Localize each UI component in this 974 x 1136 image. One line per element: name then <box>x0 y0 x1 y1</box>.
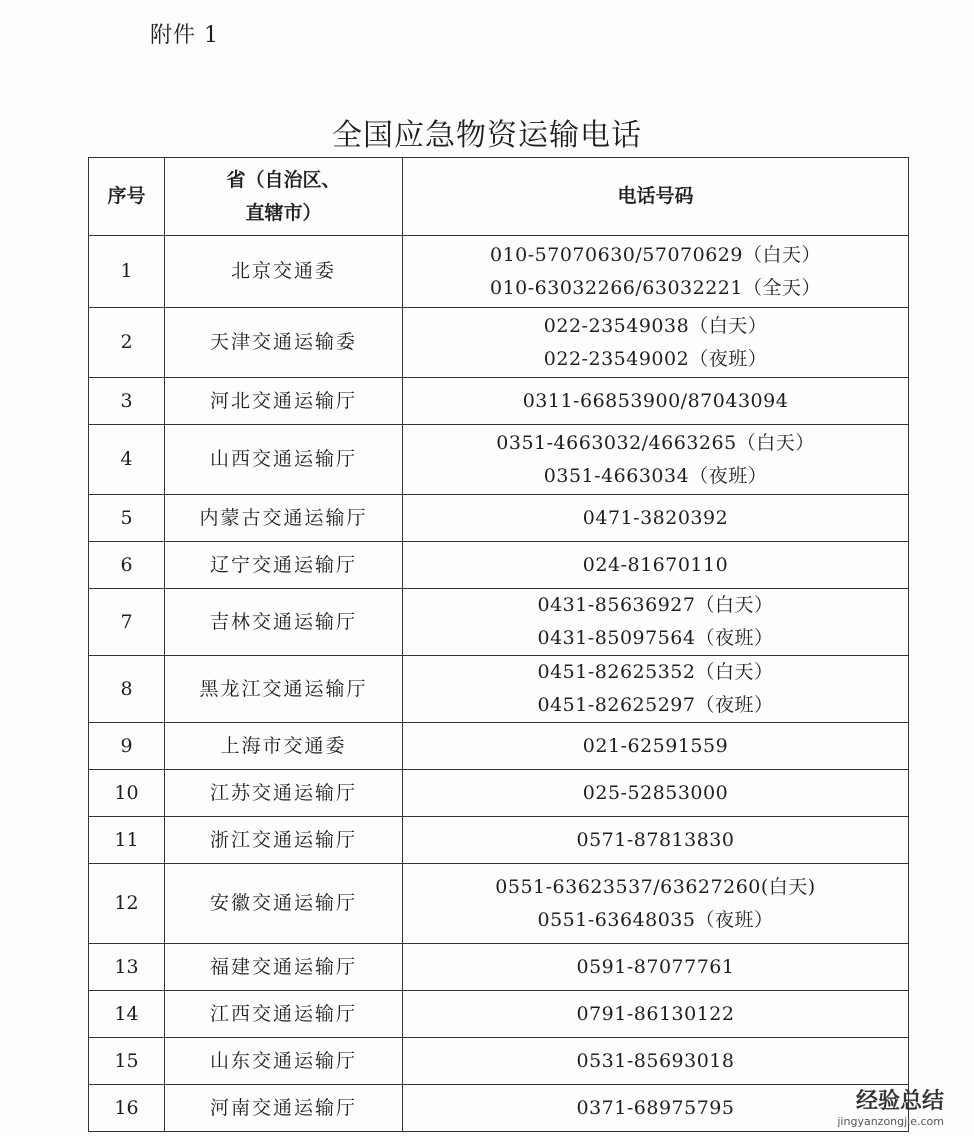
phone-number: 0451-82625352（白天） <box>537 661 774 683</box>
row-phones <box>403 308 909 378</box>
row-phones <box>403 542 909 589</box>
row-phones <box>403 944 909 991</box>
row-department: 辽宁交通运输厅 <box>165 542 403 589</box>
table-body <box>89 236 909 1132</box>
row-department: 江西交通运输厅 <box>165 991 403 1038</box>
header-province-line1: 省（自治区、 <box>226 168 341 191</box>
watermark-main: 经验总结 <box>855 1089 944 1114</box>
row-number: 2 <box>89 308 165 378</box>
row-number: 5 <box>89 495 165 542</box>
row-phones <box>403 378 909 425</box>
document-title: 全国应急物资运输电话 <box>332 118 642 153</box>
row-phones <box>403 236 909 308</box>
phone-number: 010-63032266/63032221（全天） <box>489 276 821 299</box>
row-number: 3 <box>89 378 165 425</box>
emergency-phone-table <box>88 157 909 1132</box>
table-row <box>89 1085 909 1132</box>
phone-number: 0451-82625297（夜班） <box>537 694 774 716</box>
phone-number: 0551-63648035（夜班） <box>537 908 774 931</box>
row-number: 12 <box>89 864 165 944</box>
row-phones <box>403 864 909 944</box>
table-row <box>89 723 909 770</box>
phone-number: 0471-3820392 <box>582 506 729 529</box>
table-row <box>89 944 909 991</box>
table-row <box>89 589 909 656</box>
row-phones <box>403 656 909 723</box>
phone-number: 0791-86130122 <box>576 1002 735 1025</box>
row-phones <box>403 1038 909 1085</box>
watermark <box>837 1084 944 1128</box>
header-province-line2: 直辖市） <box>245 201 322 224</box>
row-department: 江苏交通运输厅 <box>165 770 403 817</box>
phone-number: 022-23549002（夜班） <box>543 347 768 370</box>
phone-number: 0591-87077761 <box>576 955 735 978</box>
row-number: 6 <box>89 542 165 589</box>
phone-number: 0351-4663032/4663265（白天） <box>496 431 815 454</box>
row-department: 山西交通运输厅 <box>165 425 403 495</box>
row-number: 16 <box>89 1085 165 1132</box>
attachment-label: 附件 1 <box>150 23 219 48</box>
table-row <box>89 378 909 425</box>
row-department: 山东交通运输厅 <box>165 1038 403 1085</box>
phone-number: 0431-85636927（白天） <box>537 594 774 616</box>
watermark-sub: jingyanzongjie.com <box>837 1115 944 1128</box>
row-phones <box>403 589 909 656</box>
row-department: 安徽交通运输厅 <box>165 864 403 944</box>
row-department: 北京交通委 <box>165 236 403 308</box>
phone-number: 0571-87813830 <box>576 828 735 851</box>
row-phones <box>403 495 909 542</box>
row-department: 内蒙古交通运输厅 <box>165 495 403 542</box>
row-department: 天津交通运输委 <box>165 308 403 378</box>
row-department: 吉林交通运输厅 <box>165 589 403 656</box>
row-number: 7 <box>89 589 165 656</box>
row-number: 13 <box>89 944 165 991</box>
row-number: 11 <box>89 817 165 864</box>
phone-number: 0531-85693018 <box>576 1049 735 1072</box>
table-row <box>89 236 909 308</box>
row-department: 黑龙江交通运输厅 <box>165 656 403 723</box>
phone-number: 0311-66853900/87043094 <box>522 389 789 412</box>
phone-number: 0551-63623537/63627260(白天) <box>495 875 816 898</box>
row-phones <box>403 1085 909 1132</box>
row-number: 14 <box>89 991 165 1038</box>
table-row <box>89 864 909 944</box>
table-row <box>89 308 909 378</box>
phone-number: 0431-85097564（夜班） <box>537 627 774 649</box>
row-phones <box>403 770 909 817</box>
row-number: 10 <box>89 770 165 817</box>
phone-number: 025-52853000 <box>582 781 729 804</box>
table-row <box>89 542 909 589</box>
phone-number: 010-57070630/57070629（白天） <box>489 243 821 266</box>
row-number: 9 <box>89 723 165 770</box>
row-number: 15 <box>89 1038 165 1085</box>
table-row <box>89 1038 909 1085</box>
phone-number: 0351-4663034（夜班） <box>543 464 768 487</box>
row-department: 上海市交通委 <box>165 723 403 770</box>
row-department: 河南交通运输厅 <box>165 1085 403 1132</box>
table-row <box>89 425 909 495</box>
row-phones <box>403 817 909 864</box>
row-phones <box>403 425 909 495</box>
phone-number: 022-23549038（白天） <box>543 314 768 337</box>
header-province <box>165 158 403 236</box>
row-number: 4 <box>89 425 165 495</box>
table-row <box>89 495 909 542</box>
row-department: 河北交通运输厅 <box>165 378 403 425</box>
header-phone: 电话号码 <box>403 158 909 236</box>
table-row <box>89 991 909 1038</box>
row-number: 8 <box>89 656 165 723</box>
row-phones <box>403 991 909 1038</box>
phone-number: 024-81670110 <box>582 553 729 576</box>
row-department: 浙江交通运输厅 <box>165 817 403 864</box>
row-number: 1 <box>89 236 165 308</box>
phone-number: 021-62591559 <box>582 734 729 757</box>
table-header-row <box>89 158 909 236</box>
table-row <box>89 770 909 817</box>
phone-number: 0371-68975795 <box>576 1096 735 1119</box>
table-row <box>89 817 909 864</box>
row-department: 福建交通运输厅 <box>165 944 403 991</box>
header-no: 序号 <box>89 158 165 236</box>
table-row <box>89 656 909 723</box>
row-phones <box>403 723 909 770</box>
